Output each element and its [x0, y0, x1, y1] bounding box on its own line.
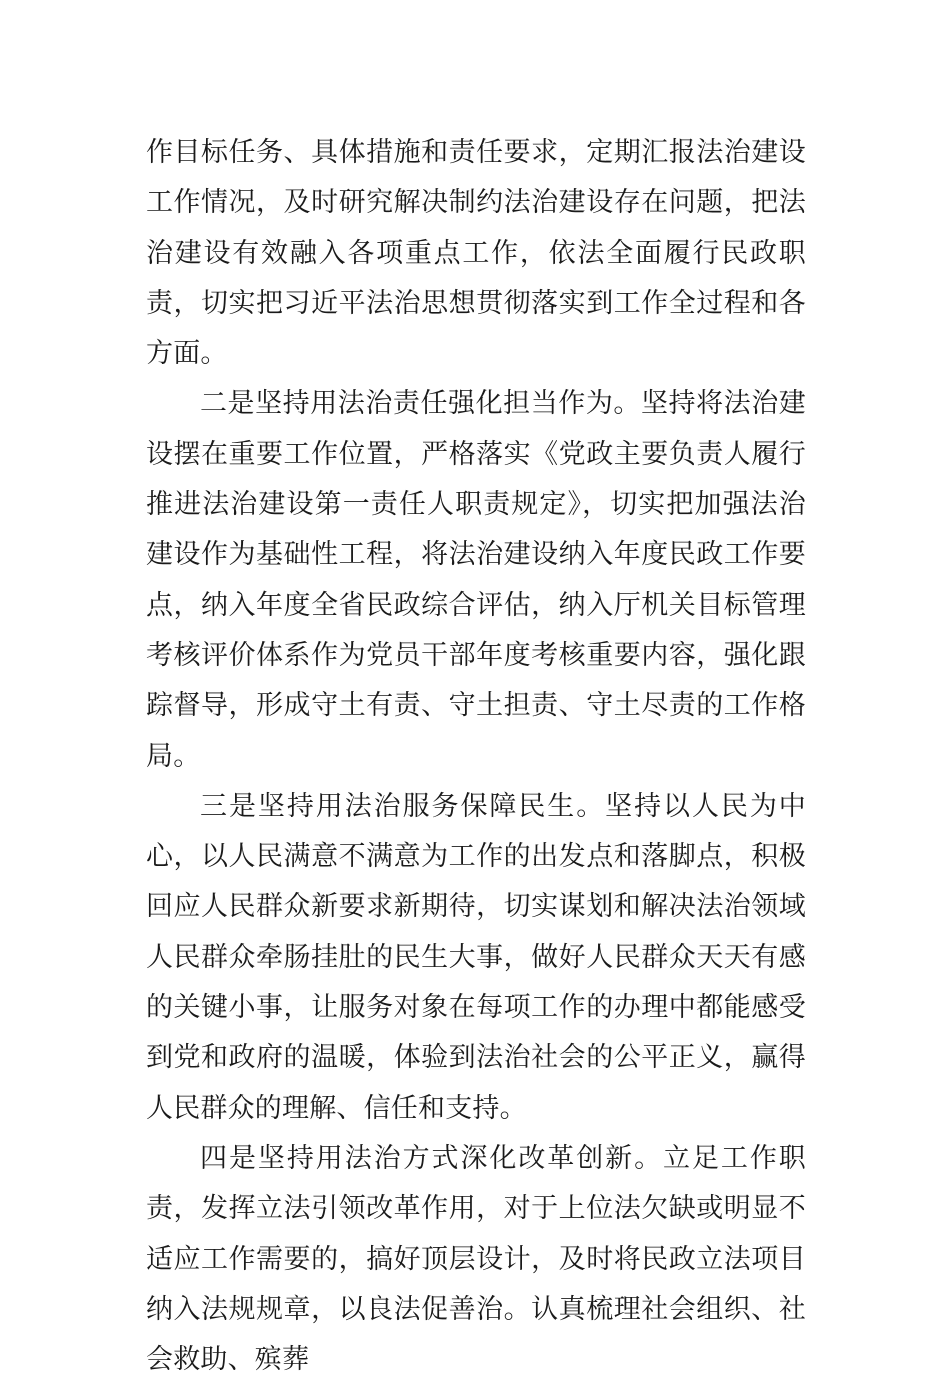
paragraph-continuation: 作目标任务、具体措施和责任要求，定期汇报法治建设工作情况，及时研究解决制约法治建设存在问题，把法治建设有效融入各项重点工作，依法全面履行民政职责，切实把习近平法治思想贯彻落实到工作全过程和各方面。 — [146, 137, 806, 370]
document-body — [146, 128, 806, 1385]
paragraph-point-four: 四是坚持用法治方式深化改革创新。立足工作职责，发挥立法引领改革作用，对于上位法欠缺或明显不适应工作需要的，搞好顶层设计，及时将民政立法项目纳入法规规章，以良法促善治。认真梳理社会组织、社会救助、殡葬 — [146, 1142, 806, 1376]
paragraph-point-three: 三是坚持用法治服务保障民生。坚持以人民为中心，以人民满意不满意为工作的出发点和落脚点，积极回应人民群众新要求新期待，切实谋划和解决法治领域人民群众牵肠挂肚的民生大事，做好人民群众天天有感的关键小事，让服务对象在每项工作的办理中都能感受到党和政府的温暖，体验到法治社会的公平正义，赢得人民群众的理解、信任和支持。 — [146, 790, 806, 1124]
paragraph-point-two: 二是坚持用法治责任强化担当作为。坚持将法治建设摆在重要工作位置，严格落实《党政主要负责人履行推进法治建设第一责任人职责规定》，切实把加强法治建设作为基础性工程，将法治建设纳入年度民政工作要点，纳入年度全省民政综合评估，纳入厅机关目标管理考核评价体系作为党员干部年度考核重要内容，强化跟踪督导，形成守土有责、守土担责、守土尽责的工作格局。 — [146, 388, 806, 772]
